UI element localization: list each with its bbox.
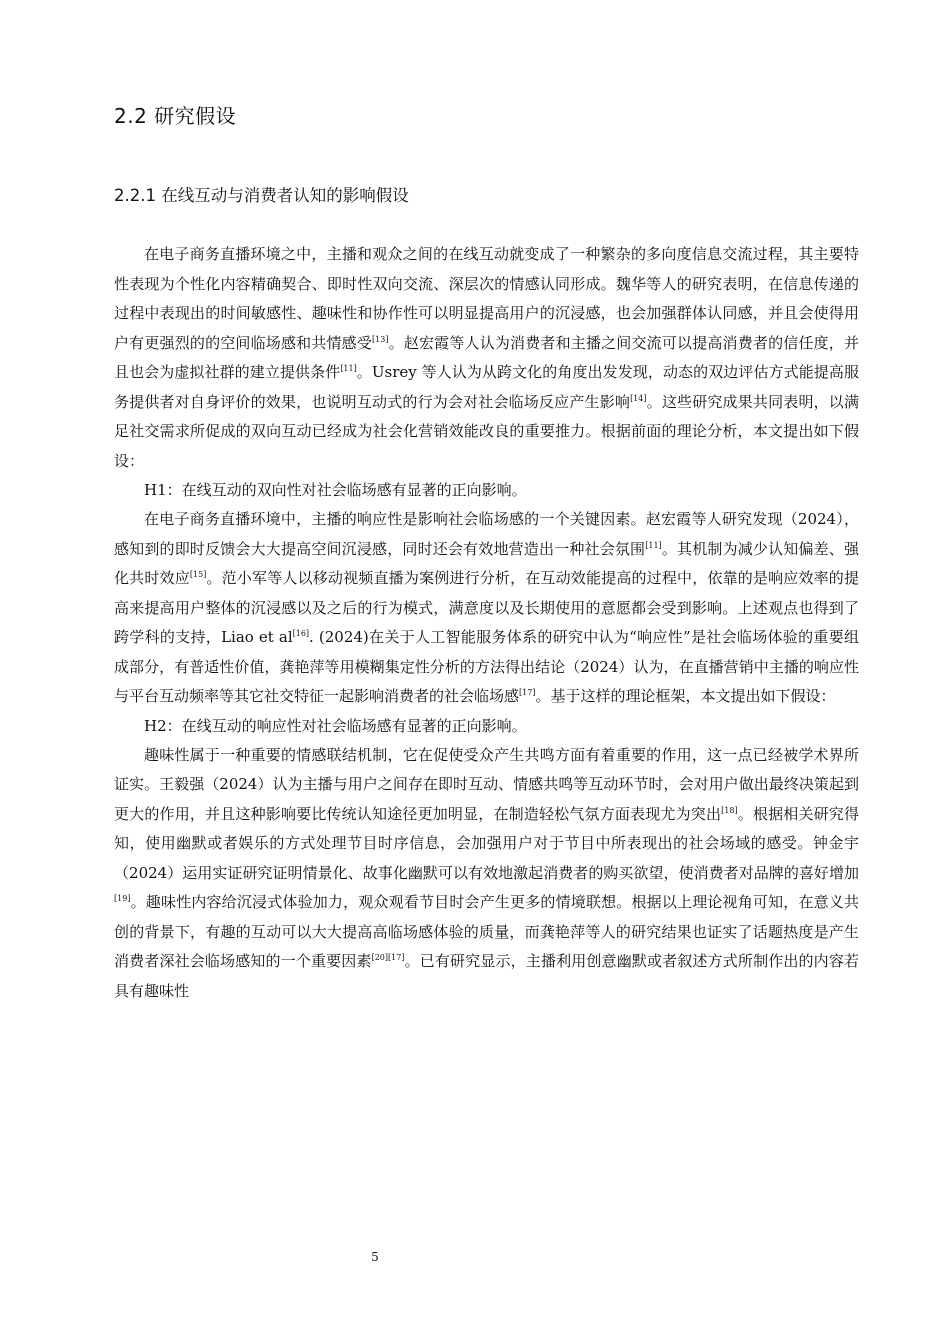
text-run: 。Usrey 等人认为从跨文化的角度出发发现，动态的双边评估方式能提高服务提供者对自身评价的效果，也说明互动式的行为会对社会临场反应产生影响 [114,363,859,411]
text-run: 。其机制为减少认知偏差、强化共时效应 [114,539,859,587]
hypothesis-claim: 对社会临场感有显著的正向影响。 [301,716,527,735]
text-run: 趣味性属于一种重要的情感联结机制，它在促使受众产生共鸣方面有着重要的作用，这一点已经被学术界所证实。王毅强（2024）认为主播与用户之间存在即时互动、情感共鸣等互动环节时，会对用户做出最终决策起到更大的作用，并且这种影响要比传统认知途径更加明显，在制造轻松气氛方面表现尤为突出 [114,745,859,823]
text-run: 。范小军等人以移动视频直播为案例进行分析，在互动效能提高的过程中，依靠的是响应效率的提高来提高用户整体的沉浸感以及之后的行为模式，满意度以及长期使用的意愿都会受到影响。上述观点也得到了跨学科的支持，Liao et al [114,569,859,646]
citation: [11] [645,540,662,550]
text-run: . (2024)在关于人工智能服务体系的研究中认为“响应性”是社会临场体验的重要组成部分，有普适性价值，龚艳萍等用模糊集定性分析的方法得出结论（2024）认为，在直播营销中主播的响应性与平台互动频率等其它社交特征一起影响消费者的社会临场感 [114,628,859,705]
citation: [16] [292,629,310,638]
hypothesis-claim: 对社会临场感有显著的正向影响。 [301,481,527,499]
text-run: 。趣味性内容给沉浸式体验加力，观众观看节目时会产生更多的情境联想。根据以上理论视角可知，在意义共创的背景下，有趣的互动可以大大提高高临场感体验的质量，而龚艳萍等人的研究结果也证实了话题热度是产生消费者深社会临场感知的一个重要因素 [114,893,859,970]
citation: [11] [340,364,357,373]
text-run: 。基于这样的理论框架，本文提出如下假设： [535,687,836,705]
paragraph-3 [114,741,859,1007]
citation: [19] [114,894,131,903]
citation: [20][17] [371,953,405,962]
text-run: 在电子商务直播环境中，主播的响应性是影响社会临场感的一个关键因素。赵宏霞等人研究发现（2024），感知到的即时反馈会大大提高空间沉浸感，同时还会有效地营造出一种社会氛围 [114,510,859,558]
hypothesis-lead: H1：在线互动的双向性 [144,481,302,499]
text-run: 。赵宏霞等人认为消费者和主播之间交流可以提高消费者的信任度，并且也会为虚拟社群的建立提供条件 [114,333,859,381]
text-run: 。已有研究显示，主播利用创意幽默或者叙述方式所制作出的内容若具有趣味性 [114,952,859,1000]
paragraph-1 [114,240,859,476]
text-run: 。根据相关研究得知，使用幽默或者娱乐的方式处理节目时序信息，会加强用户对于节目中所表现出的社会场域的感受。钟金宇（2024）运用实证研究证明情景化、故事化幽默可以有效地激起消费者的购买欲望，使消费者对品牌的喜好增加 [114,804,859,882]
hypothesis-h2 [114,712,859,741]
citation: [15] [189,570,207,579]
hypothesis-h1 [114,476,859,505]
text-run: 。这些研究成果共同表明，以满足社交需求所促成的双向互动已经成为社会化营销效能改良的重要推力。根据前面的理论分析，本文提出如下假设： [114,392,859,470]
citation: [18] [721,805,738,815]
subsection-heading: 2.2.1 在线互动与消费者认知的影响假设 [114,186,409,205]
page-number: 5 [371,1250,379,1264]
citation: [17] [519,688,536,697]
paragraph-2 [114,505,859,712]
hypothesis-lead: H2：在线互动的响应性 [144,716,302,735]
text-run: 在电子商务直播环境之中，主播和观众之间的在线互动就变成了一种繁杂的多向度信息交流过程，其主要特性表现为个性化内容精确契合、即时性双向交流、深层次的情感认同形成。魏华等人的研究表明，在信息传递的过程中表现出的时间敏感性、趣味性和协作性可以明显提高用户的沉浸感，也会加强群体认同感，并且会使得用户有更强烈的的空间临场感和共情感受 [114,245,859,352]
section-heading: 2.2 研究假设 [114,104,237,128]
body-text [114,240,859,1006]
citation: [14] [630,393,647,403]
citation: [13] [372,334,389,344]
